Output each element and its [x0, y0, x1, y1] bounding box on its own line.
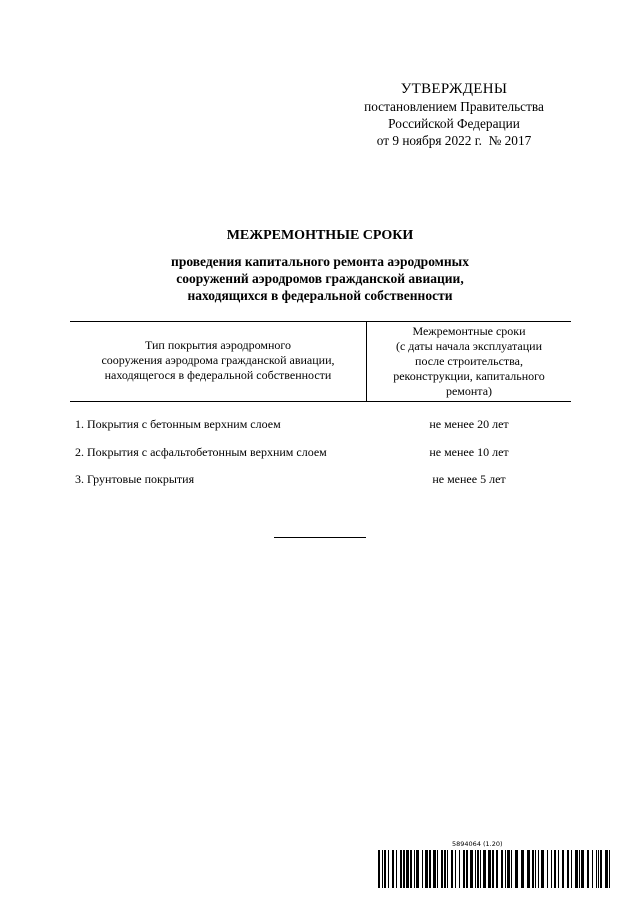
approval-line-date: от 9 ноября 2022 г. № 2017: [376, 133, 532, 148]
header-term-line: реконструкции, капитального: [393, 369, 545, 383]
row-type-cell: 1. Покрытия с бетонным верхним слоем: [75, 417, 281, 431]
document-title: МЕЖРЕМОНТНЫЕ СРОКИ: [226, 228, 414, 243]
header-term-line: ремонта): [445, 384, 493, 398]
header-type-line: Тип покрытия аэродромного: [144, 338, 291, 352]
header-term-line: после строительства,: [415, 354, 523, 368]
subtitle-line: проведения капитального ремонта аэродромных: [171, 254, 469, 269]
row-term-cell: не менее 20 лет: [429, 417, 509, 431]
approval-line-decree: постановлением Правительства: [364, 99, 544, 114]
barcode-icon: [378, 850, 610, 888]
approval-block: [330, 80, 578, 149]
barcode-label: 5894064 (1.20): [452, 840, 503, 848]
header-type-cell: [70, 322, 367, 401]
header-term-cell: [367, 322, 571, 401]
table-header: [70, 321, 571, 402]
header-term-line: Межремонтные сроки: [412, 324, 526, 338]
subtitle-line: сооружений аэродромов гражданской авиации,: [176, 271, 464, 286]
header-term-line: (с даты начала эксплуатации: [395, 339, 543, 353]
header-type-line: находящегося в федеральной собственности: [104, 368, 332, 382]
end-of-document-rule: [274, 537, 366, 538]
approval-line-government: Российской Федерации: [388, 116, 520, 131]
subtitle-line: находящихся в федеральной собственности: [187, 288, 453, 303]
row-type-cell: 3. Грунтовые покрытия: [75, 472, 195, 486]
row-term-cell: не менее 10 лет: [429, 444, 509, 459]
table-row: [70, 445, 571, 473]
table-row: [70, 417, 571, 445]
approval-heading: УТВЕРЖДЕНЫ: [400, 81, 508, 97]
table-row: [70, 472, 571, 500]
row-term-cell: не менее 5 лет: [432, 472, 506, 486]
barcode-block: [378, 838, 610, 890]
intervals-table: [70, 321, 571, 500]
row-type-cell: 2. Покрытия с асфальтобетонным верхним слоем: [75, 444, 327, 459]
header-type-line: сооружения аэродрома гражданской авиации,: [101, 353, 335, 367]
document-subtitle: [120, 253, 520, 304]
table-body: [70, 417, 571, 500]
